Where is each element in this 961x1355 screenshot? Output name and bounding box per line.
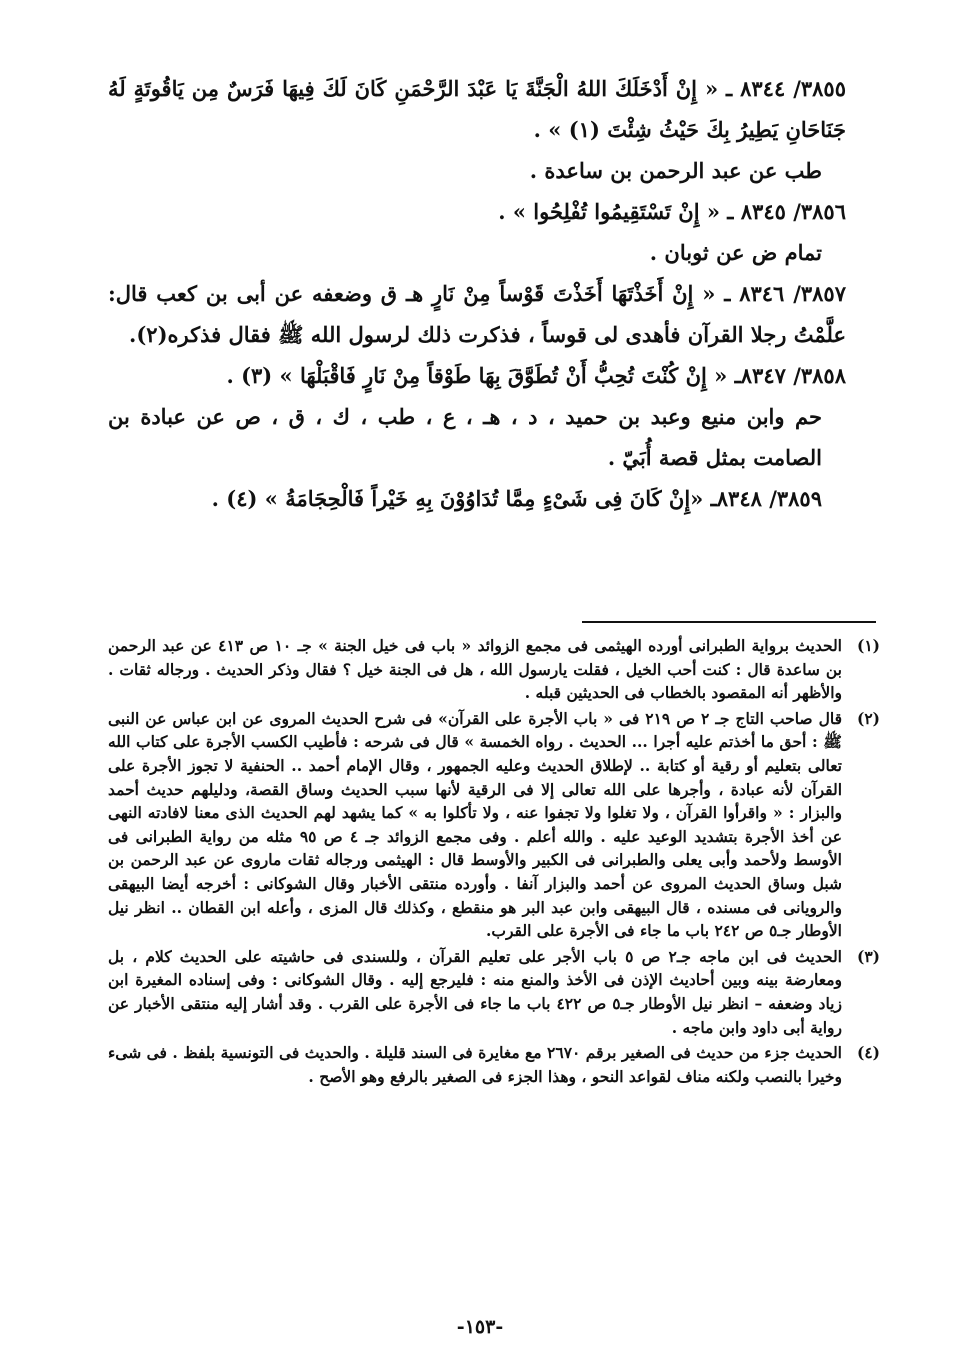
footnote-text: قال صاحب التاج جـ ٢ ص ٢١٩ فى « باب الأجرة على القرآن» فى شرح الحديث المروى عن ابن عباس عن النبى ﷺ : أحق ما أخذتم عليه أجرا ... الحديث . رواه الخمسة » قال فى شرحه : فأطيب الكسب الأجرة على كتاب الله تعالى بتعليم أو رقية أو كتابة .. لإطلاق الحديث وعليه الجمهور ، وقال الإمام أحمد .. الحنفية لا تجوز الأجرة على القرآن لأنه عبادة ، وأجرها على الله تعالى إلا فى الرقية لأنها سبب الحديث وساق القصة، ودليلهم حديث أحمد والبزار : « واقرأوا القرآن ، ولا تغلوا ولا تجفوا عنه ، ولا تأكلوا به » كما يشهد لهم الحديث الذى معنا لافادته النهى عن أخذ الأجرة بتشديد الوعيد عليه . والله أعلم . وفى مجمع الزوائد جـ ٤ ص ٩٥ مثله من رواية الطبرانى فى الأوسط ولأحمد وأبى يعلى والطبرانى فى الكبير والأوسط قال : الهيثمى ورجاله ثقات ماروى عن عبد الرحمن بن شبل وساق الحديث المروى عن أحمد والبزار آنفا . وأورده منتقى الأخبار وقال الشوكانى : أخرجه أيضا البيهقى والرويانى فى مسنده ، قال البيهقى وابن عبد البر هو منقطع ، وكذلك قال المزى ، وأعله ابن القطان .. انظر نيل الأوطار جـ٥ ص ٢٤٢ باب ما جاء فى الأجرة على القرب. [108, 708, 842, 941]
footnote-1 [108, 634, 880, 705]
hadith-3857: ٣٨٥٧/ ٨٣٤٦ ـ « إِنْ أَخَذْتَهَا أَخَذْتَ قَوْساً مِنْ نَارٍ هـ ق وضعفه عن أبى بن كعب قال: علَّمْتُ رجلا القرآن فأهدى لى قوساً ، فذكرت ذلك لرسول الله ﷺ فقال فذكره(٢). [108, 281, 846, 347]
footnote-separator [582, 621, 876, 623]
hadith-3859: ٣٨٥٩/ ٨٣٤٨ـ «إِنْ كَانَ فِى شَىْءٍ مِمَّا تُدَاوُوْنَ بِهِ خَيْراً فَالْحِجَامَةُ » (٤) . [211, 486, 822, 511]
footnote-text: الحديث برواية الطبرانى أورده الهيثمى فى مجمع الزوائد « باب فى خيل الجنة » جـ ١٠ ص ٤١٣ عن عبد الرحمن بن ساعدة قال : كنت أحب الخيل ، فقلت يارسول الله ، هل فى الجنة خيل ؟ فقال وذكر الحديث . ورجاله ثقات . والأظهر أنه المقصود بالخطاب فى الحديثين قبله . [108, 636, 842, 703]
hadith-3856: ٣٨٥٦/ ٨٣٤٥ ـ « إِنْ تَسْتَقِيمُوا تُفْلِحُوا » . [498, 199, 846, 224]
footnotes [108, 634, 880, 1090]
source-3855: طب عن عبد الرحمن بن ساعدة . [529, 158, 822, 183]
page-number: -١٥٣- [456, 1316, 504, 1338]
source-3858: حم وابن منيع وعبد بن حميد ، د ، هـ ، ع ، طب ، ك ، ق ، ص عن عبادة بن الصامت بمثل قصة أُبَيّ . [108, 404, 822, 470]
footnote-4 [108, 1041, 880, 1088]
hadith-3855: ٣٨٥٥/ ٨٣٤٤ ـ « إِنْ أَدْخَلَكَ اللهُ الْجَنَّةَ يَا عَبْدَ الرَّحْمَنِ كَانَ لَكَ فِيهَا فَرَسٌ مِن يَاقُوتَةٍ لَهُ جَنَاحَانِ يَطِيرُ بِكَ حَيْثُ شِئْتَ (١) » . [108, 76, 846, 142]
footnote-number: (٢) [856, 708, 880, 728]
hadith-main-text [108, 68, 846, 519]
footnote-number: (٤) [856, 1043, 880, 1063]
footnote-text: الحديث جزء من حديث فى الصغير برقم ٢٦٧٠ مع مغايرة فى السند قليلة . والحديث فى التونسية بلفظ . فى شىء وخيرا بالنصب ولكنه مناف لقواعد النحو ، وهذا الجزء فى الصغير بالرفع وهو الأصح . [108, 1043, 842, 1086]
footnote-2 [108, 707, 880, 943]
footnote-number: (١) [856, 636, 880, 655]
source-3856: تمام ض عن ثوبان . [649, 240, 822, 265]
footnote-number: (٣) [856, 946, 880, 966]
footnote-3 [108, 945, 880, 1039]
footnote-text: الحديث فى ابن ماجه جـ٢ ص ٥ باب الأجر على تعليم القرآن ، وللسندى فى حاشيته على الحديث كلام ، بل ومعارضة بينه وبين أحاديث الإذن فى الأخذ والمنع منه : فليرجع إليه . وقال الشوكانى : وفى إسناده المغيرة ابن زياد وضعفه – انظر نيل الأوطار جـ٥ ص ٤٢٢ باب ما جاء فى الأجرة على القرب . وقد أشار إليه منتقى الأخبار عن رواية أبى داود وابن ماجه . [108, 946, 842, 1037]
hadith-3858: ٣٨٥٨/ ٨٣٤٧ـ « إِنْ كُنْتَ تُحِبُّ أَنْ تُطَوَّقَ بِهَا طَوْقاً مِنْ نَارٍ فَاقْبَلْهَا » (٣) . [226, 363, 846, 388]
